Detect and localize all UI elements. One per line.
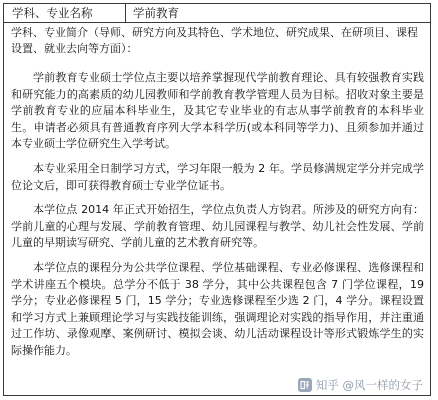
- watermark-text: 知乎 @风一样的女子: [315, 378, 423, 392]
- zhihu-logo-icon: [298, 378, 312, 392]
- paragraph-research-directions: 本学位点 2014 年正式开始招生，学位点负责人方钧君。所涉及的研究方向有：学前儿童的心理与发展、学前教育管理、幼儿园课程与教学、幼儿社会性发展、学前儿童的早期读写研究、学前儿童的艺术教育研究等。: [11, 203, 424, 250]
- paragraph-study-mode: 本专业采用全日制学习方式，学习年限一般为 2 年。学员修满规定学分并完成学位论文后，即可获得教育硕士专业学位证书。: [11, 161, 424, 192]
- paragraph-training-goal: 学前教育专业硕士学位点主要以培养掌握现代学前教育理论、具有较强教育实践和研究能力的高素质的幼儿园教师和学前教育教学管理人员为目标。招收对象主要是学前教育专业的应届本科毕业生，及其它专业毕业的有志从事学前教育的本科毕业生。申请者必须具有普通教育序列大学本科学历(或本科同等学力)、且须参加并通过本专业硕士学位研究生入学考试。: [11, 71, 424, 151]
- degree-info-table: [3, 3, 431, 396]
- intro-heading: 学科、专业简介（导师、研究方向及其特色、学术地位、研究成果、在研项目、课程设置、就业去向等方面）：: [11, 26, 418, 55]
- subject-name-label: 学科、专业名称: [4, 4, 126, 22]
- zhihu-watermark: [295, 377, 426, 393]
- intro-body: [11, 70, 424, 360]
- paragraph-curriculum: 本学位点的课程分为公共学位课程、学位基础课程、专业必修课程、选修课程和学术讲座五个模块。总学分不低于 38 学分，其中公共课程包含 7 门学位课程，19 学分；专业必修课程 5 门，15 学分；专业选修课程至少选 2 门，4 学分。课程设置和学习方式上兼顾理论学习与实践技能训练，强调理论对实践的指导作用，并注重通过工作坊、录像观摩、案例研讨、模拟会谈、幼儿活动课程设计等形式锻炼学生的实际操作能力。: [11, 260, 424, 357]
- subject-name-value: 学前教育: [133, 6, 179, 20]
- subject-name-row: [4, 4, 430, 23]
